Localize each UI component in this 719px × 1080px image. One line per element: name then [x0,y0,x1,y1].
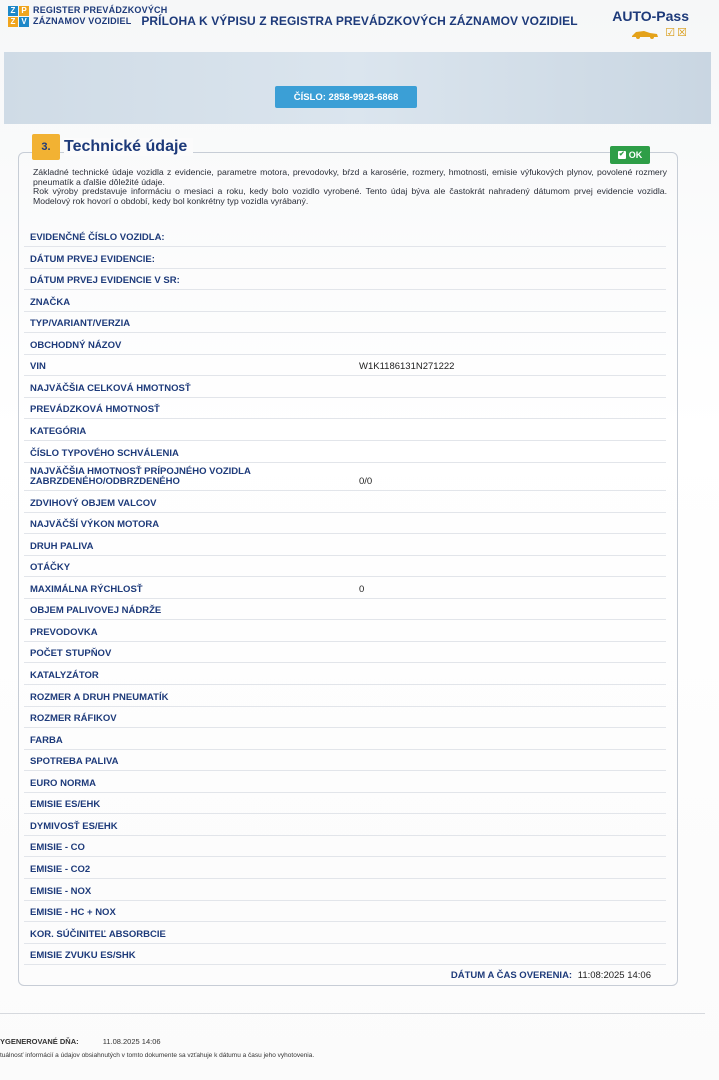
table-row [24,577,666,599]
ok-status-badge [610,146,650,164]
table-row [24,792,666,814]
table-row [24,491,666,513]
row-label: SPOTREBA PALIVA [30,756,119,768]
row-label: EVIDENČNÉ ČÍSLO VOZIDLA: [30,232,165,243]
car-icon [630,27,660,39]
row-label: OTÁČKY [30,562,71,574]
banner-title: PRÍLOHA K VÝPISU Z REGISTRA PREVÁDZKOVÝCH ZÁZNAMOV VOZIDIEL [141,14,578,28]
row-label: DÁTUM PRVEJ EVIDENCIE V SR: [30,275,180,287]
footer-divider [0,1013,705,1014]
table-row [24,857,666,879]
description-paragraph: Základné technické údaje vozidla z evidencie, parametre motora, prevodovky, bŕzd a karosérie, rozmery, hmotnosti, emisie výfukových plynov, povolené rozmery pneumatík a ďalšie dôležité údaje. [33,167,667,187]
table-row [24,534,666,556]
row-label: EMISIE - NOX [30,885,92,897]
row-label: POČET STUPŇOV [30,648,112,660]
logo-letter: Z [8,17,18,27]
logo-letter: P [19,6,29,16]
check-icon: ✔ [618,151,625,158]
row-label: MAXIMÁLNA RÝCHLOSŤ [30,583,143,595]
row-label: EMISIE - CO2 [30,863,91,875]
row-label: PREVÁDZKOVÁ HMOTNOSŤ [30,404,160,416]
logo-letter: Z [8,6,18,16]
table-row [24,943,666,965]
row-label: NAJVÄČŠÍ VÝKON MOTORA [30,519,160,531]
generated-label: YGENEROVANÉ DŇA: [0,1037,79,1046]
row-label: ROZMER RÁFIKOV [30,713,117,725]
logo-letter: V [19,17,29,27]
section-title: Technické údaje [64,138,193,156]
table-row [24,512,666,534]
row-label: FARBA [30,734,63,746]
row-label: NAJVÄČŠIA HMOTNOSŤ PRÍPOJNÉHO VOZIDLA ZABRZDENÉHO/ODBRZDENÉHO [30,466,251,488]
table-row [24,290,666,312]
row-label: DRUH PALIVA [30,540,94,552]
row-label: DÁTUM PRVEJ EVIDENCIE: [30,253,155,265]
table-row [24,835,666,857]
table-row [24,333,666,355]
table-row [24,663,666,685]
row-label: ČÍSLO TYPOVÉHO SCHVÁLENIA [30,447,179,459]
row-label: EMISIE ES/EHK [30,799,101,811]
generated-info [0,1037,161,1046]
row-label: ZDVIHOVÝ OBJEM VALCOV [30,497,157,509]
row-label: KOR. SÚČINITEĽ ABSORBCIE [30,928,166,940]
row-label: EMISIE - HC + NOX [30,907,116,919]
row-label: EMISIE ZVUKU ES/SHK [30,950,136,962]
row-label: EMISIE - CO [30,842,85,854]
row-value: W1K1186131N271222 [359,361,455,373]
row-label: EURO NORMA [30,777,96,789]
generated-value: 11.08.2025 14:06 [102,1037,161,1046]
table-row [24,900,666,922]
row-label: KATALYZÁTOR [30,670,99,681]
row-label: PREVODOVKA [30,626,98,638]
table-row [24,225,666,247]
row-label: OBJEM PALIVOVEJ NÁDRŽE [30,605,162,617]
table-row [24,462,666,491]
table-row [24,441,666,463]
row-label: NAJVÄČŠIA CELKOVÁ HMOTNOSŤ [30,382,191,394]
checkbox-icons: ☑☒ [665,27,689,39]
row-label: OBCHODNÝ NÁZOV [30,339,122,351]
table-row [24,376,666,398]
table-row [24,749,666,771]
footer-note: tuálnosť informácií a údajov obsiahnutých v tomto dokumente sa vzťahuje k dátumu a času jeho vyhotovenia. [0,1052,315,1059]
autopass-title: AUTO-Pass [612,8,689,24]
logo-line-2: ZÁZNAMOV VOZIDIEL [33,16,132,26]
document-number-badge: ČÍSLO: 2858-9928-6868 [275,86,417,108]
table-row [24,620,666,642]
table-row [24,419,666,441]
table-row [24,879,666,901]
row-label: DYMIVOSŤ ES/EHK [30,820,118,832]
row-label: ROZMER A DRUH PNEUMATÍK [30,691,169,703]
ok-label: OK [628,150,643,160]
row-value: 0 [359,583,365,595]
table-row [24,311,666,333]
table-row [24,354,666,376]
section-number: 3. [32,134,60,160]
section-description [33,168,667,206]
table-row [24,814,666,836]
verification-datetime [451,970,651,981]
table-row [24,922,666,944]
row-value: 0/0 [359,476,373,488]
table-row [24,397,666,419]
table-row [24,641,666,663]
verify-label: DÁTUM A ČAS OVERENIA: [450,970,573,981]
description-paragraph: Rok výroby predstavuje informáciu o mesiaci a roku, kedy bolo vozidlo vyrobené. Tento údaj býva ale častokrát nahradený dátumom prvej evidencie vozidla. Modelový rok hovorí o období, kedy bol konkrétny typ vozidla vyrábaný. [33,186,667,206]
row-label: KATEGÓRIA [30,425,87,437]
logo-line-1: REGISTER PREVÁDZKOVÝCH [33,5,168,15]
table-row [24,685,666,707]
table-row [24,247,666,269]
table-row [24,706,666,728]
row-label: TYP/VARIANT/VERZIA [30,318,131,330]
row-label: VIN [30,361,46,373]
row-label: ZNAČKA [30,296,71,308]
verify-value: 11:08:2025 14:06 [577,970,651,981]
table-row [24,268,666,290]
table-row [24,728,666,750]
table-row [24,771,666,793]
table-row [24,598,666,620]
table-row [24,555,666,577]
